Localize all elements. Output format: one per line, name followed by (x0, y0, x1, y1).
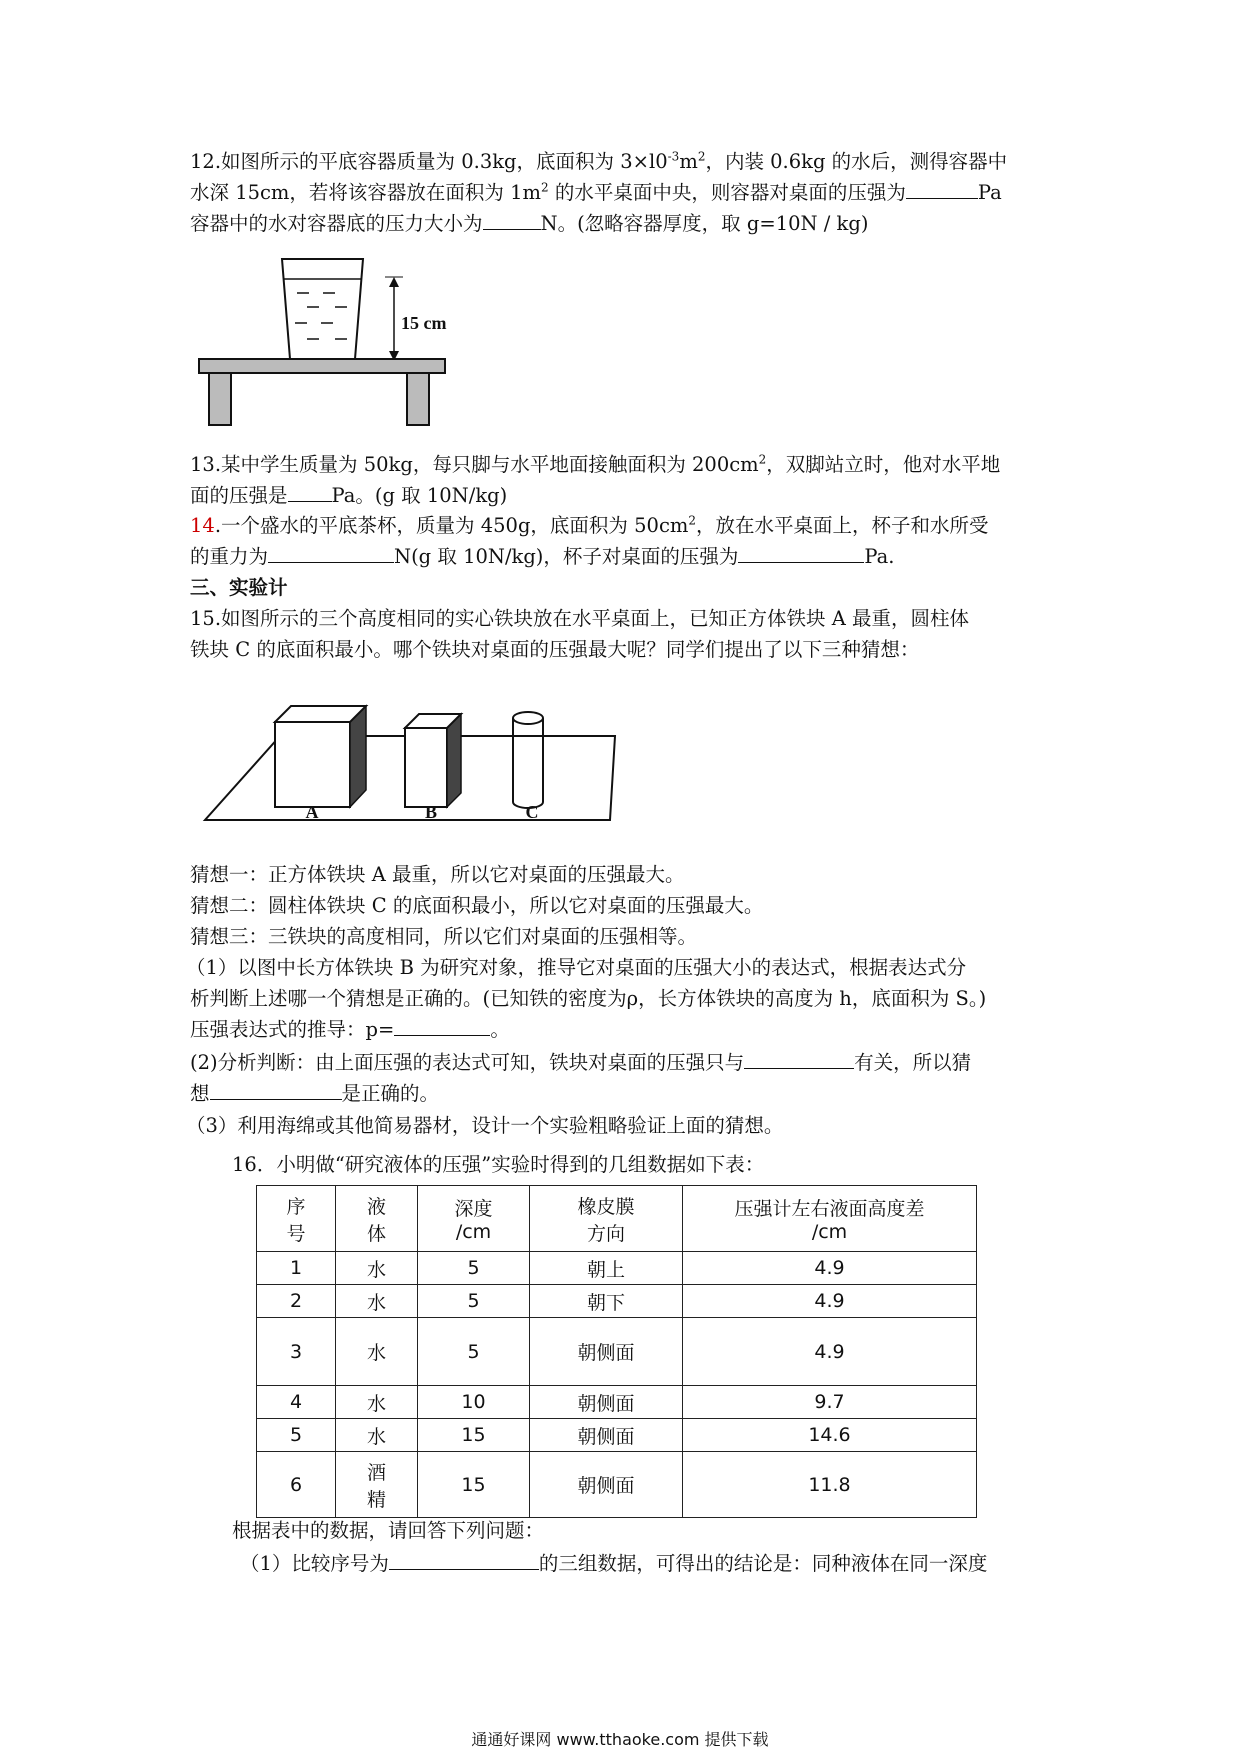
pressure-data-table (256, 1185, 977, 1518)
answer-blank[interactable] (210, 1079, 342, 1100)
answer-blank[interactable] (483, 209, 541, 230)
iron-blocks-figure (195, 700, 620, 835)
header-cell: 液 体 (336, 1186, 418, 1252)
answer-blank[interactable] (268, 542, 394, 563)
table-row (257, 1452, 977, 1518)
q12-text: m (679, 150, 698, 173)
header-cell: 压强计左右液面高度差 /cm (683, 1186, 977, 1252)
q12-line3 (190, 209, 868, 239)
table-cell: 朝侧面 (530, 1386, 683, 1419)
q14-text: ，放在水平桌面上，杯子和水所受 (696, 514, 989, 537)
block-label-b: B (424, 802, 438, 822)
table-cell: 朝侧面 (530, 1318, 683, 1386)
q15-part2-line2 (190, 1079, 439, 1109)
q15-part1-line1: （1）以图中长方体铁块 B 为研究对象，推导它对桌面的压强大小的表达式，根据表达式分 (186, 956, 967, 979)
q15-part1-line3 (190, 1015, 510, 1045)
guess-1: 猜想一：正方体铁块 A 最重，所以它对桌面的压强最大。 (190, 863, 685, 886)
table-cell: 4.9 (683, 1318, 977, 1386)
table-cell: 朝下 (530, 1285, 683, 1318)
table-cell: 水 (336, 1419, 418, 1452)
table-cell: 5 (418, 1318, 530, 1386)
table-row (257, 1252, 977, 1285)
answer-blank[interactable] (906, 178, 978, 199)
q14-text: Pa. (864, 545, 895, 568)
table-cell: 4.9 (683, 1285, 977, 1318)
table-cell: 15 (418, 1419, 530, 1452)
exponent: -3 (667, 149, 680, 164)
figure-label: 15 cm (401, 313, 447, 333)
q13-text: ，双脚站立时，他对水平地 (766, 453, 1001, 476)
table-row (257, 1386, 977, 1419)
q16-text: （1）比较序号为 (240, 1552, 389, 1575)
q12-text: 12.如图所示的平底容器质量为 0.3kg，底面积为 3×l0 (190, 150, 668, 173)
table-row (257, 1285, 977, 1318)
question-number: 14 (190, 514, 215, 537)
table-cell: 水 (336, 1285, 418, 1318)
table-cell: 2 (257, 1285, 336, 1318)
q15-text: 有关，所以猜 (854, 1051, 972, 1074)
q14-line1 (190, 511, 989, 541)
q12-text: 水深 15cm，若将该容器放在面积为 1m (190, 181, 542, 204)
page-footer: 通通好课网 www.tthaoke.com 提供下载 (471, 1730, 769, 1749)
table-cell: 1 (257, 1252, 336, 1285)
exponent: 2 (758, 452, 767, 467)
answer-blank[interactable] (288, 481, 332, 502)
q12-text: N。(忽略容器厚度，取 g=10N / kg) (540, 212, 869, 235)
q15-text: 。 (490, 1018, 510, 1041)
q15-part3: （3）利用海绵或其他简易器材，设计一个实验粗略验证上面的猜想。 (186, 1114, 784, 1137)
q15-text: 是正确的。 (341, 1082, 440, 1105)
q13-line2 (190, 481, 507, 511)
q12-text: 容器中的水对容器底的压力大小为 (190, 212, 483, 235)
table-cell: 9.7 (683, 1386, 977, 1419)
q14-line2 (190, 542, 895, 572)
answer-blank[interactable] (389, 1549, 539, 1570)
exponent: 2 (688, 513, 696, 528)
table-header-row (257, 1186, 977, 1252)
q12-line1 (190, 147, 1007, 177)
section-heading: 三、实验计 (190, 576, 288, 599)
q14-text: .一个盛水的平底茶杯，质量为 450g，底面积为 50cm (214, 514, 689, 537)
table-cell: 朝侧面 (530, 1452, 683, 1518)
q16-part1 (240, 1549, 987, 1579)
q14-text: 的重力为 (190, 545, 269, 568)
answer-blank[interactable] (738, 542, 864, 563)
table-cell: 酒 精 (336, 1452, 418, 1518)
table-cell: 水 (336, 1318, 418, 1386)
q15-part2-line1 (190, 1048, 971, 1078)
table-cell: 6 (257, 1452, 336, 1518)
q16-text: 的三组数据，可得出的结论是：同种液体在同一深度 (538, 1552, 988, 1575)
table-cell: 水 (336, 1252, 418, 1285)
q16-intro: 16．小明做“研究液体的压强”实验时得到的几组数据如下表： (232, 1153, 765, 1176)
answer-blank[interactable] (394, 1015, 490, 1036)
table-cell: 14.6 (683, 1419, 977, 1452)
q15-text: 想 (190, 1082, 210, 1105)
block-label-c: C (525, 802, 539, 822)
table-row (257, 1318, 977, 1386)
table-cell: 10 (418, 1386, 530, 1419)
table-cell: 5 (257, 1419, 336, 1452)
q13-text: 面的压强是 (190, 484, 288, 507)
q13-text: Pa。(g 取 10N/kg) (331, 484, 508, 507)
guess-3: 猜想三：三铁块的高度相同，所以它们对桌面的压强相等。 (190, 925, 698, 948)
table-cell: 4 (257, 1386, 336, 1419)
q12-text: ，内装 0.6kg 的水后，测得容器中 (705, 150, 1008, 173)
table-cell: 11.8 (683, 1452, 977, 1518)
exponent: 2 (697, 149, 706, 164)
q12-text: 的水平桌面中央，则容器对桌面的压强为 (548, 181, 906, 204)
answer-blank[interactable] (744, 1048, 854, 1069)
table-cell: 水 (336, 1386, 418, 1419)
table-row (257, 1419, 977, 1452)
table-cell: 5 (418, 1252, 530, 1285)
q15-text: 压强表达式的推导：p= (190, 1018, 395, 1041)
q16-after-table: 根据表中的数据，请回答下列问题： (232, 1519, 545, 1542)
header-cell: 橡皮膜 方向 (530, 1186, 683, 1252)
table-cell: 3 (257, 1318, 336, 1386)
q12-text: Pa (977, 181, 1002, 204)
table-cell: 朝上 (530, 1252, 683, 1285)
table-cell: 4.9 (683, 1252, 977, 1285)
q13-text: 13.某中学生质量为 50kg，每只脚与水平地面接触面积为 200cm (190, 453, 759, 476)
block-label-a: A (305, 802, 319, 822)
header-cell: 深度 /cm (418, 1186, 530, 1252)
exponent: 2 (541, 180, 549, 195)
q12-line2 (190, 178, 1002, 208)
container-on-table-figure (195, 255, 455, 430)
table-cell: 5 (418, 1285, 530, 1318)
table-cell: 15 (418, 1452, 530, 1518)
q15-line2: 铁块 C 的底面积最小。哪个铁块对桌面的压强最大呢？同学们提出了以下三种猜想： (190, 638, 920, 661)
q15-text: (2)分析判断：由上面压强的表达式可知，铁块对桌面的压强只与 (190, 1051, 745, 1074)
q15-line1: 15.如图所示的三个高度相同的实心铁块放在水平桌面上，已知正方体铁块 A 最重，圆柱体 (190, 607, 969, 630)
header-cell: 序 号 (257, 1186, 336, 1252)
q14-text: N(g 取 10N/kg)，杯子对桌面的压强为 (394, 545, 739, 568)
table-cell: 朝侧面 (530, 1419, 683, 1452)
q13-line1 (190, 450, 1000, 480)
guess-2: 猜想二：圆柱体铁块 C 的底面积最小，所以它对桌面的压强最大。 (190, 894, 764, 917)
q15-part1-line2: 析判断上述哪一个猜想是正确的。(已知铁的密度为ρ，长方体铁块的高度为 h，底面积为 S。) (190, 987, 987, 1010)
